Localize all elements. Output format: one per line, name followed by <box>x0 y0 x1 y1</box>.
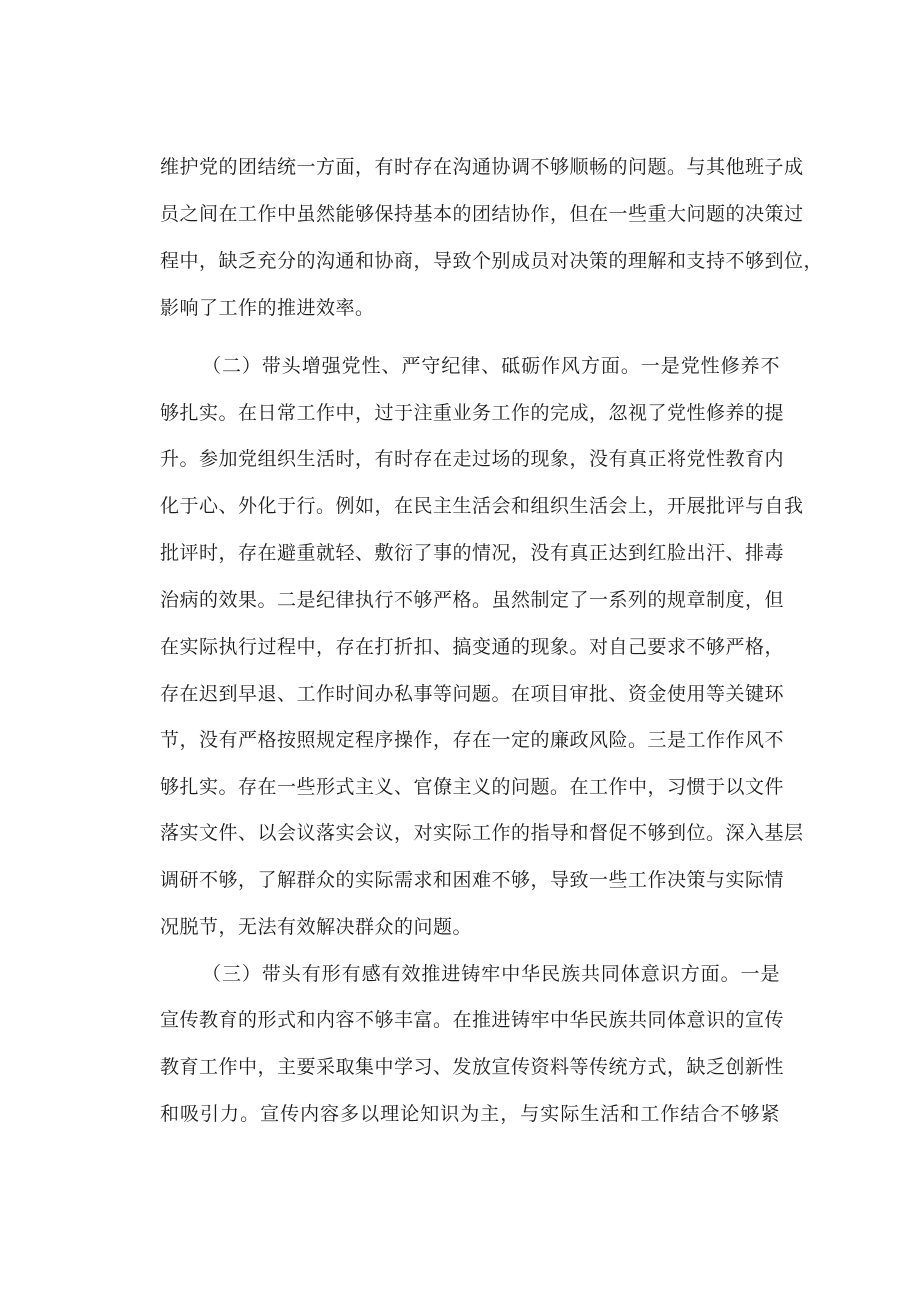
paragraph-line: （三）带头有形有感有效推进铸牢中华民族共同体意识方面。一是 <box>202 963 780 985</box>
paragraph-line: 影响了工作的推进效率。 <box>160 297 375 319</box>
paragraph-line: 宣传教育的形式和内容不够丰富。在推进铸牢中华民族共同体意识的宣传 <box>160 1009 785 1031</box>
paragraph-line: 批评时，存在避重就轻、敷衍了事的情况，没有真正达到红脸出汗、排毒 <box>160 542 785 564</box>
paragraph-line: 在实际执行过程中，存在打折扣、搞变通的现象。对自己要求不够严格， <box>160 636 785 658</box>
paragraph-line: 维护党的团结统一方面，有时存在沟通协调不够顺畅的问题。与其他班子成 <box>160 156 804 178</box>
paragraph-line: 存在迟到早退、工作时间办私事等问题。在项目审批、资金使用等关键环 <box>160 683 785 705</box>
paragraph-line: （二）带头增强党性、严守纪律、砥砺作风方面。一是党性修养不 <box>202 355 780 377</box>
paragraph-line: 程中，缺乏充分的沟通和协商，导致个别成员对决策的理解和支持不够到位， <box>160 250 824 272</box>
paragraph-line: 节，没有严格按照规定程序操作，存在一定的廉政风险。三是工作作风不 <box>160 729 785 751</box>
paragraph-line: 况脱节，无法有效解决群众的问题。 <box>160 916 473 938</box>
paragraph-line: 够扎实。在日常工作中，过于注重业务工作的完成，忽视了党性修养的提 <box>160 402 785 424</box>
paragraph-line: 教育工作中，主要采取集中学习、发放宣传资料等传统方式，缺乏创新性 <box>160 1056 785 1078</box>
paragraph-line: 化于心、外化于行。例如，在民主生活会和组织生活会上，开展批评与自我 <box>160 495 804 517</box>
paragraph-line: 员之间在工作中虽然能够保持基本的团结协作，但在一些重大问题的决策过 <box>160 203 804 225</box>
paragraph-line: 治病的效果。二是纪律执行不够严格。虽然制定了一系列的规章制度，但 <box>160 589 785 611</box>
paragraph-line: 升。参加党组织生活时，有时存在走过场的现象，没有真正将党性教育内 <box>160 448 785 470</box>
paragraph-line: 落实文件、以会议落实会议，对实际工作的指导和督促不够到位。深入基层 <box>160 822 804 844</box>
paragraph-line: 调研不够，了解群众的实际需求和困难不够，导致一些工作决策与实际情 <box>160 869 785 891</box>
paragraph-line: 和吸引力。宣传内容多以理论知识为主，与实际生活和工作结合不够紧 <box>160 1103 780 1125</box>
paragraph-line: 够扎实。存在一些形式主义、官僚主义的问题。在工作中，习惯于以文件 <box>160 776 785 798</box>
